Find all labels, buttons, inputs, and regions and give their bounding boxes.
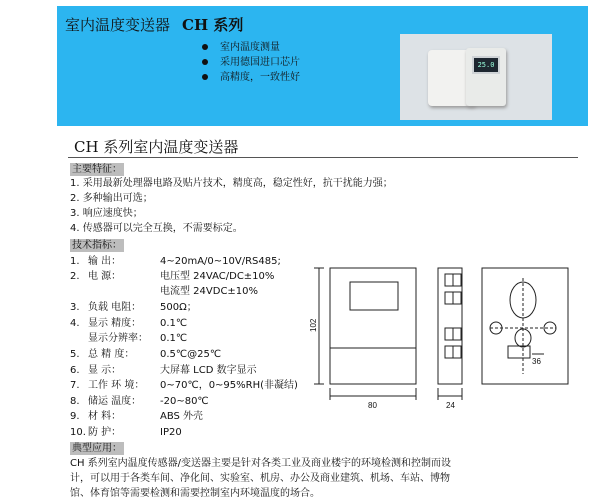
spec-num: 6.: [70, 365, 80, 376]
spec-row: [70, 410, 203, 424]
height-dimension-label: 102: [309, 318, 318, 332]
front-view-lcd: [350, 282, 398, 310]
spec-num: 1.: [70, 256, 80, 267]
spec-label: 负载 电阻：: [88, 302, 142, 313]
side-dimension-label: 36: [532, 357, 541, 366]
feature-item: 3. 响应速度快；: [70, 208, 143, 219]
spec-label: 显示 精度：: [88, 318, 142, 329]
spec-label: 储运 温度：: [88, 396, 142, 407]
applications-line: 馆、体育馆等需要检测和需要控制室内环境温度的场合。: [70, 488, 320, 499]
bullet-dot-icon: [202, 59, 208, 65]
spec-row: [70, 379, 298, 393]
spec-num: 8.: [70, 396, 80, 407]
depth-dimension-label: 24: [446, 401, 455, 410]
front-view-outline: [330, 268, 416, 384]
spec-row: [70, 332, 187, 346]
spec-value: 电流型 24VDC±10%: [160, 286, 259, 297]
width-dimension-label: 80: [368, 401, 377, 410]
banner-bullet-text: 采用德国进口芯片: [220, 57, 300, 68]
spec-value: 500Ω；: [160, 302, 197, 313]
spec-label: 材 料：: [88, 411, 122, 422]
spec-row: [70, 255, 281, 269]
spec-num: 9.: [70, 411, 80, 422]
spec-label: 显示分辨率：: [88, 333, 148, 344]
specs-heading: 技术指标：: [72, 240, 122, 251]
spec-value: 0.1℃: [160, 333, 188, 344]
spec-row: [70, 285, 258, 299]
product-photo: [400, 34, 552, 120]
spec-label: 总 精 度：: [88, 349, 135, 360]
spec-label: 电 源：: [88, 271, 122, 282]
spec-value: 0~70℃，0~95%RH(非凝结): [160, 380, 298, 391]
header-banner: [57, 6, 588, 126]
banner-model: CH 系列: [182, 16, 244, 34]
features-heading: 主要特征：: [72, 164, 122, 175]
spec-num: 7.: [70, 380, 80, 391]
spec-value: 电压型 24VAC/DC±10%: [160, 271, 275, 282]
spec-row: [70, 348, 221, 362]
side-view-outline: [438, 268, 462, 384]
dimension-drawing: [310, 264, 580, 412]
spec-row: [70, 270, 274, 284]
spec-row: [70, 364, 257, 378]
feature-item: 1. 采用最新处理器电路及贴片技术，精度高，稳定性好，抗干扰能力强；: [70, 178, 393, 189]
spec-value: 大屏幕 LCD 数字显示: [160, 365, 257, 376]
spec-num: 4.: [70, 318, 80, 329]
banner-title-text: 室内温度变送器: [65, 16, 171, 34]
spec-value: IP20: [160, 427, 182, 438]
page-title: CH 系列室内温度变送器: [74, 138, 239, 156]
banner-bullet: [202, 70, 300, 85]
feature-item: 2. 多种输出可选；: [70, 193, 153, 204]
spec-num: 10.: [70, 427, 86, 438]
product-lcd-display: 25.0: [472, 56, 500, 74]
spec-row: [70, 317, 187, 331]
applications-heading: 典型应用：: [72, 443, 122, 454]
spec-row: [70, 426, 182, 440]
feature-item: 4. 传感器可以完全互换，不需要标定。: [70, 223, 243, 234]
banner-bullet-text: 室内温度测量: [220, 42, 280, 53]
spec-value: ABS 外壳: [160, 411, 204, 422]
applications-line: 计，可以用于各类车间、净化间、实验室、机房、办公及商业建筑、机场、车站、博物: [70, 473, 450, 484]
spec-num: 5.: [70, 349, 80, 360]
banner-bullet-text: 高精度，一致性好: [220, 72, 300, 83]
spec-label: 输 出：: [88, 256, 122, 267]
spec-row: [70, 301, 197, 315]
back-view-outline: [482, 268, 568, 384]
divider: [68, 157, 578, 158]
banner-bullet-list: [202, 40, 300, 85]
spec-value: 0.5℃@25℃: [160, 349, 222, 360]
banner-bullet: [202, 40, 300, 55]
applications-line: CH 系列室内温度传感器/变送器主要是针对各类工业及商业楼宇的环境检测和控制而设: [70, 458, 452, 469]
spec-value: 4~20mA/0~10V/RS485;: [160, 256, 281, 267]
banner-bullet: [202, 55, 300, 70]
banner-title: [65, 14, 243, 35]
spec-label: 防 护：: [88, 427, 122, 438]
spec-value: 0.1℃: [160, 318, 188, 329]
bullet-dot-icon: [202, 44, 208, 50]
spec-label: 工作 环 境：: [88, 380, 145, 391]
spec-value: -20~80℃: [160, 396, 209, 407]
spec-num: 2.: [70, 271, 80, 282]
spec-row: [70, 395, 209, 409]
bullet-dot-icon: [202, 74, 208, 80]
spec-label: 显 示：: [88, 365, 122, 376]
spec-num: 3.: [70, 302, 80, 313]
